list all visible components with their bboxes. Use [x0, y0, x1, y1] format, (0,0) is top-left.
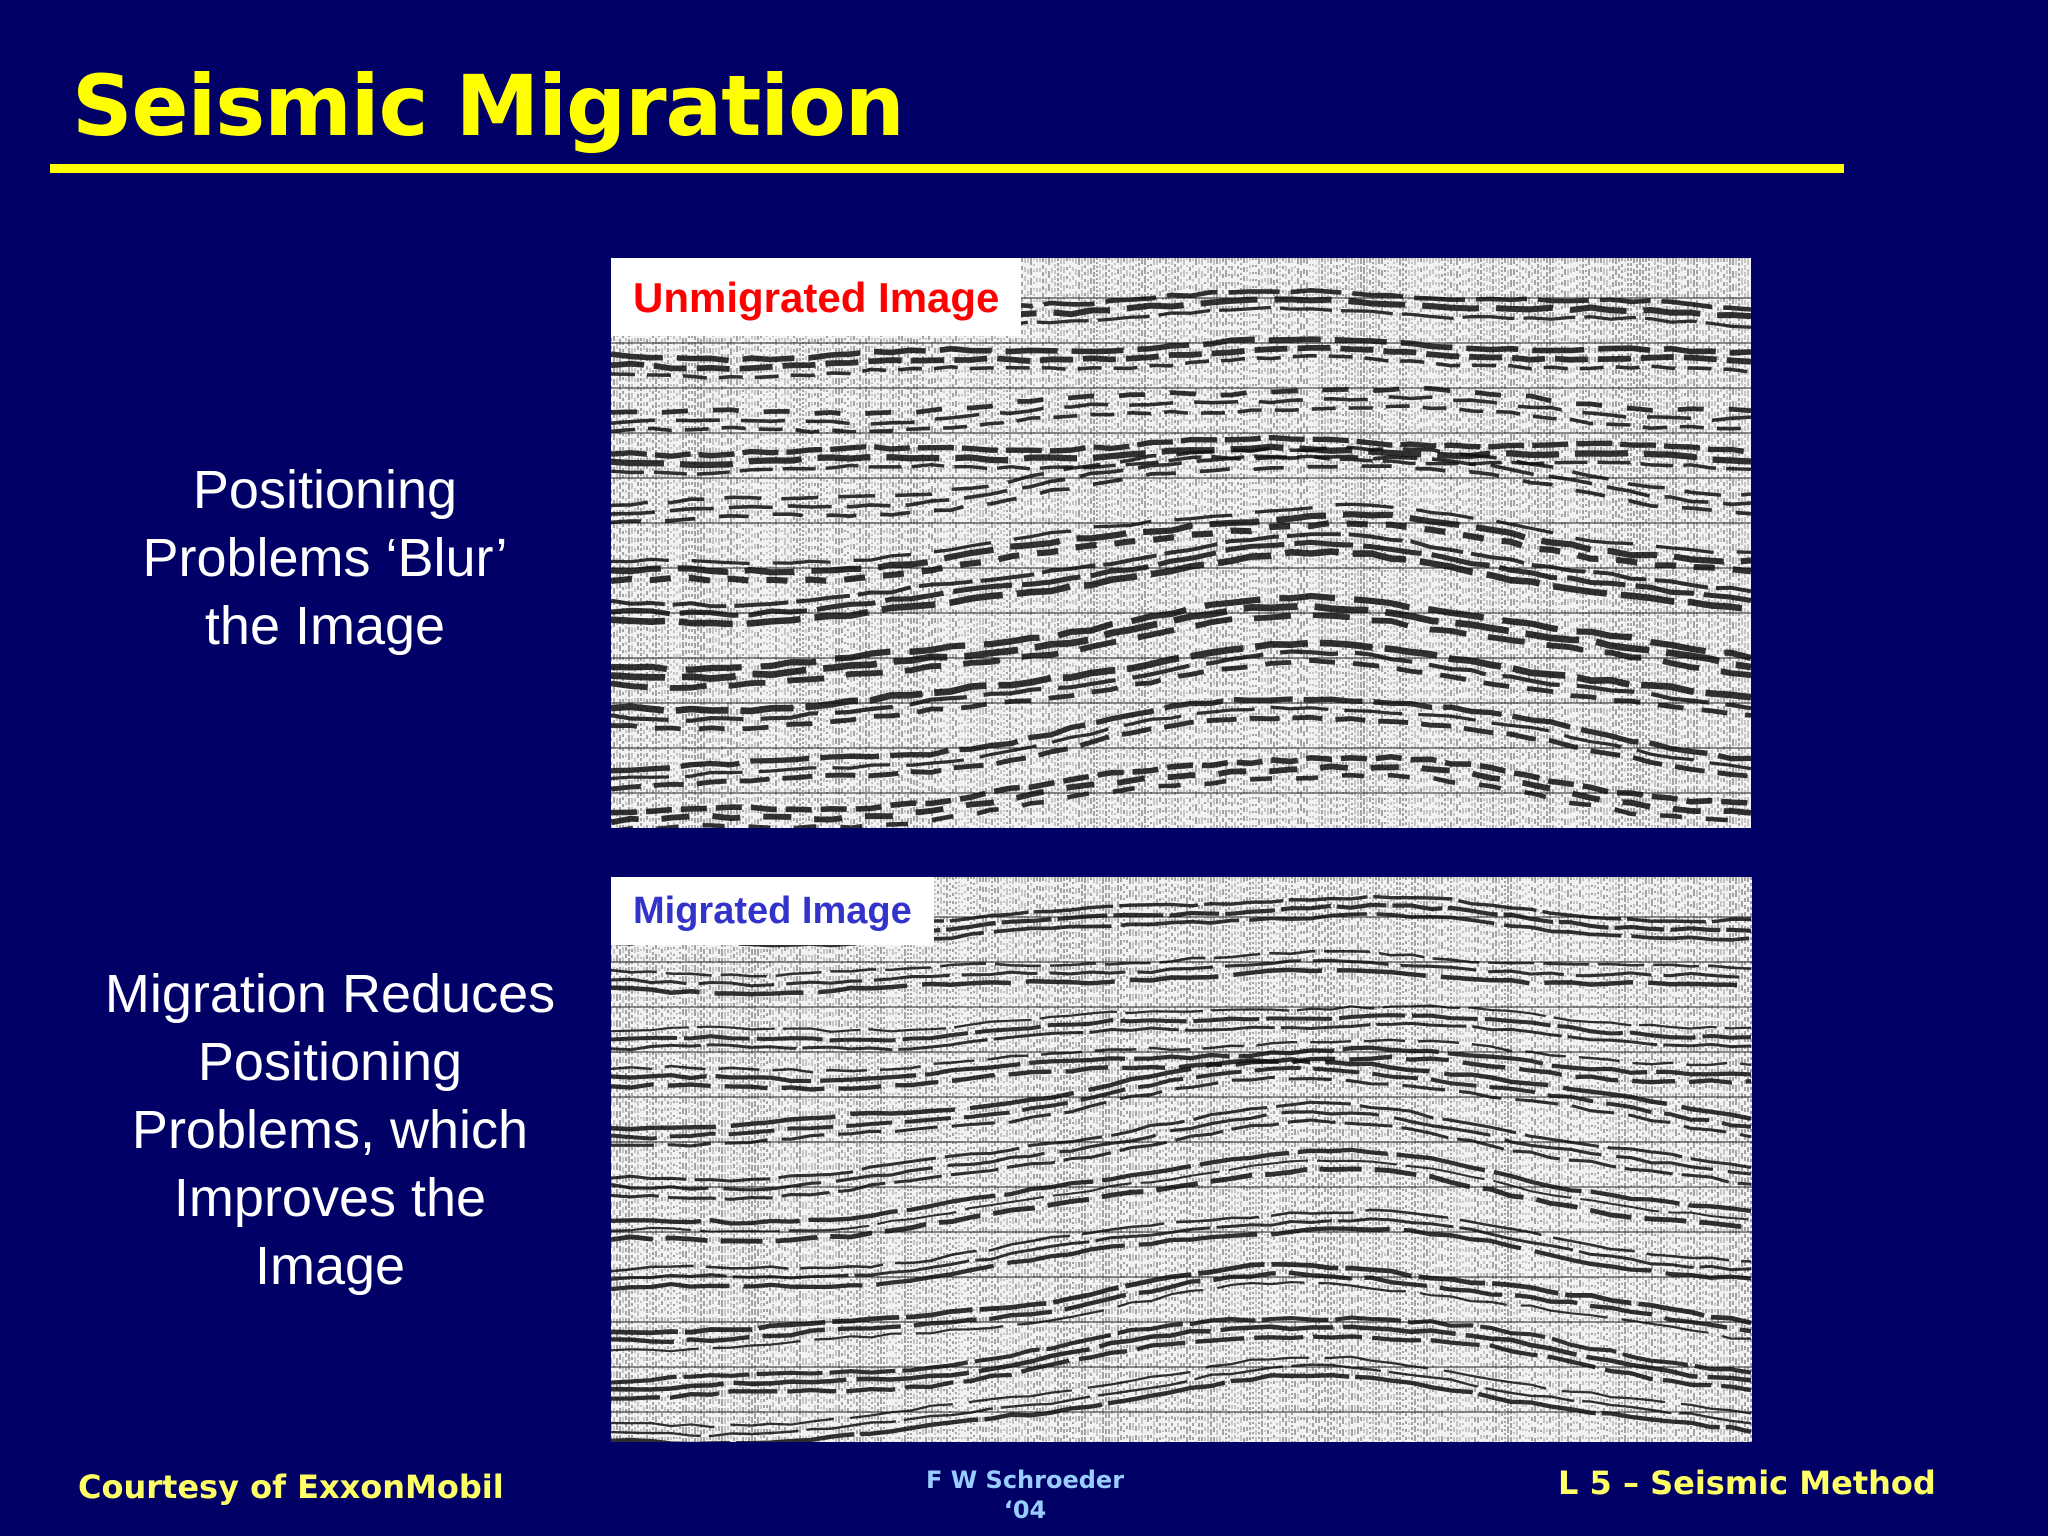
unmigrated-seismic-section: [611, 258, 1751, 828]
caption-positioning-problems: [60, 456, 590, 660]
caption-migration-reduces: [60, 960, 600, 1300]
caption-line: Image: [254, 1236, 406, 1296]
footer-courtesy: Courtesy of ExxonMobil: [78, 1468, 504, 1506]
caption-line: Problems ‘Blur’: [142, 528, 508, 588]
caption-line: Migration Reduces: [104, 964, 556, 1024]
footer-author-year: ‘04: [1003, 1496, 1047, 1524]
title-underline: [50, 164, 1844, 173]
slide-title: Seismic Migration: [72, 57, 904, 155]
migrated-seismic-image: [611, 877, 1752, 1442]
caption-line: Positioning: [197, 1032, 463, 1092]
caption-line: Positioning: [192, 460, 458, 520]
footer-lecture: L 5 – Seismic Method: [1558, 1464, 1936, 1502]
footer-author-name: F W Schroeder: [925, 1466, 1125, 1494]
seismic-reflector: [611, 1282, 1751, 1351]
footer-author: [880, 1465, 1170, 1525]
unmigrated-image-label: Unmigrated Image: [611, 258, 1021, 336]
caption-line: Improves the: [173, 1168, 487, 1228]
caption-line: Problems, which: [131, 1100, 529, 1160]
migrated-seismic-section: [611, 877, 1752, 1442]
migrated-image-label: Migrated Image: [611, 877, 934, 945]
caption-line: the Image: [204, 596, 446, 656]
unmigrated-seismic-image: [611, 258, 1751, 828]
